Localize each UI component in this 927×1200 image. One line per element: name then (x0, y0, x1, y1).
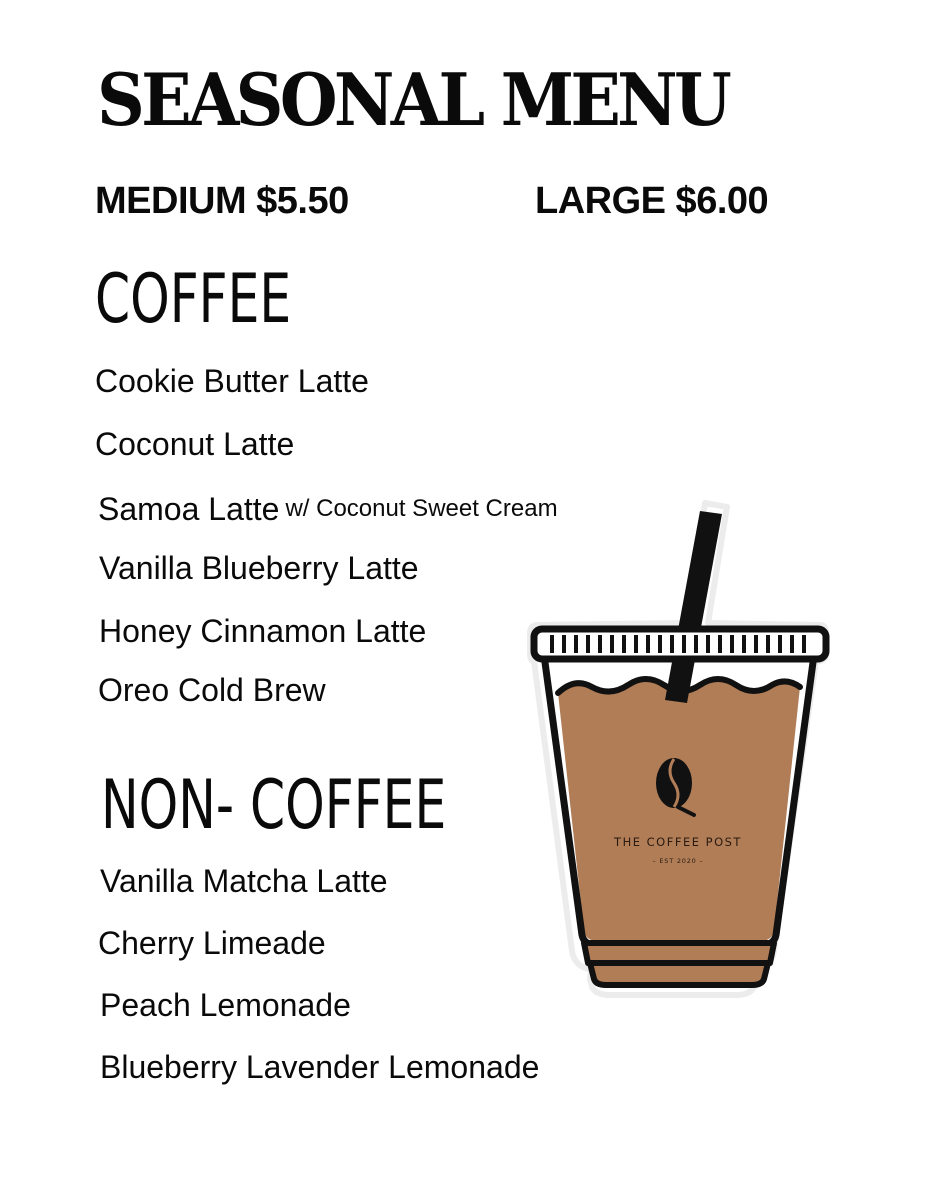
non-coffee-item (98, 927, 326, 959)
non-coffee-item-name: Peach Lemonade (100, 987, 351, 1023)
coffee-item (98, 493, 558, 525)
cup-brand-text: THE COFFEE POST (614, 835, 742, 849)
coffee-item (95, 365, 369, 397)
coffee-item-name: Samoa Latte (98, 491, 280, 527)
non-coffee-item (100, 865, 388, 897)
coffee-item-name: Oreo Cold Brew (98, 672, 326, 708)
non-coffee-section-title: NON- COFFEE (101, 766, 447, 845)
large-price: LARGE $6.00 (535, 180, 769, 222)
coffee-item-name: Honey Cinnamon Latte (99, 613, 427, 649)
coffee-section-title: COFFEE (95, 260, 292, 339)
non-coffee-item-name: Cherry Limeade (98, 925, 326, 961)
non-coffee-item (100, 989, 351, 1021)
non-coffee-item-name: Vanilla Matcha Latte (100, 863, 388, 899)
coffee-item (99, 552, 419, 584)
medium-price: MEDIUM $5.50 (95, 180, 349, 222)
coffee-item-name: Vanilla Blueberry Latte (99, 550, 419, 586)
iced-coffee-cup-icon (520, 495, 840, 1010)
coffee-item (98, 674, 326, 706)
menu-title: SEASONAL MENU (97, 57, 729, 142)
cup-est-text: – EST 2020 – (652, 857, 704, 865)
coffee-item (95, 428, 294, 460)
coffee-item (99, 615, 426, 647)
coffee-item-name: Coconut Latte (95, 426, 295, 462)
non-coffee-item (100, 1051, 539, 1083)
coffee-item-name: Cookie Butter Latte (95, 363, 369, 399)
coffee-item-note: w/ Coconut Sweet Cream (285, 495, 558, 522)
non-coffee-item-name: Blueberry Lavender Lemonade (100, 1049, 540, 1085)
